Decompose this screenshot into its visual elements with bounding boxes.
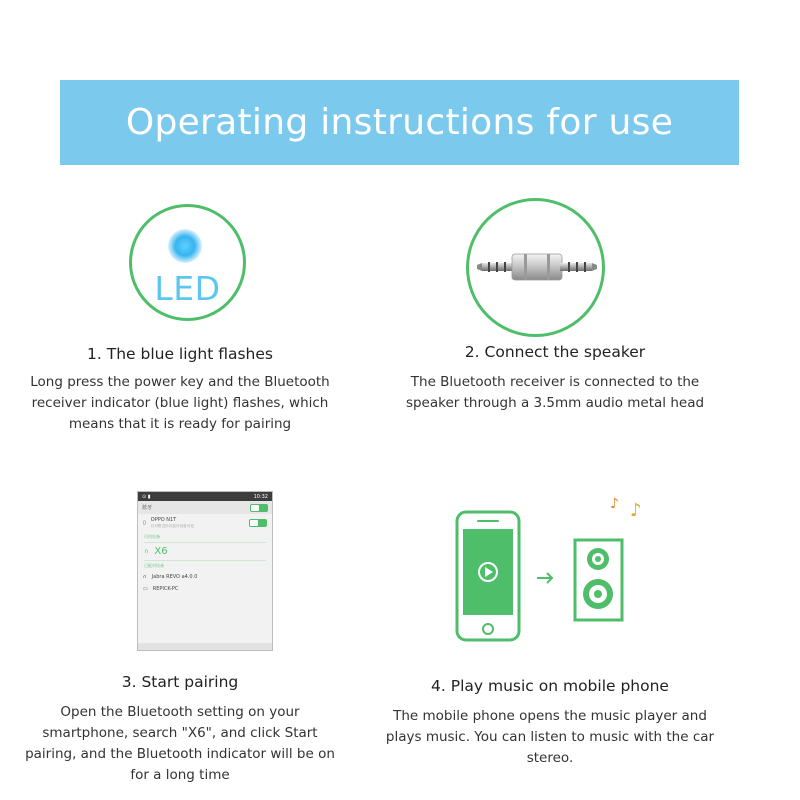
svg-text:♪: ♪ [630, 500, 642, 521]
bluetooth-toggle [250, 504, 268, 512]
phone-time: 10:32 [253, 493, 268, 500]
phone-to-speaker-illustration [445, 490, 675, 645]
step3-title: 3. Start pairing [121, 673, 239, 691]
paired-device-row [138, 571, 272, 583]
bluetooth-header [138, 501, 272, 514]
x6-device-row [138, 543, 272, 560]
phone-status-bar [138, 492, 272, 501]
music-notes-icon [610, 496, 642, 521]
title-banner [60, 80, 739, 165]
headphone-icon: ∩ [143, 574, 147, 580]
step1-title: 1. The blue light flashes [87, 345, 273, 363]
step2-title: 2. Connect the speaker [464, 343, 646, 361]
led-label: LED [154, 269, 221, 308]
step3-description: Open the Bluetooth setting on your smartphone, search "X6", and click Start pairing, and the Bluetooth indicator will be on for a long time [25, 704, 335, 783]
smartphone-icon [457, 512, 519, 640]
audio-jack-icon-circle [466, 198, 605, 337]
paired-devices-label: 已配对设备 [144, 563, 164, 568]
paired-device-1: Jabra REVO a4.0.0 [151, 574, 198, 580]
paired-device-2: REPICK-PC [152, 586, 179, 592]
svg-text:♪: ♪ [610, 496, 619, 512]
computer-icon: ▭ [143, 586, 148, 592]
led-indicator-icon [129, 204, 246, 321]
device-row [138, 514, 272, 532]
step4-title: 4. Play music on mobile phone [431, 677, 669, 695]
available-devices-label: 可用设备 [144, 534, 160, 539]
step4-description: The mobile phone opens the music player and plays music. You can listen to music with the car stereo. [385, 708, 715, 766]
headphone-icon: ∩ [144, 548, 149, 555]
step1-description: Long press the power key and the Bluetooth receiver indicator (blue light) flashes, which means that it is ready for pairing [30, 374, 330, 432]
bluetooth-header-label: 蓝牙 [142, 505, 153, 511]
arrow-right-icon [537, 573, 552, 583]
phone-device-icon: ▯ [143, 520, 146, 526]
device-name: OPPO N1T [150, 517, 177, 523]
x6-label: X6 [154, 546, 168, 557]
audio-jack-icon [474, 246, 600, 288]
visibility-toggle [249, 519, 267, 527]
signal-icon: ⊙ ▮ [142, 493, 151, 500]
device-visibility: 仅对附近所有蓝牙设备可见 [150, 524, 194, 528]
step2-description: The Bluetooth receiver is connected to the speaker through a 3.5mm audio metal head [405, 374, 705, 411]
page-title: Operating instructions for use [125, 102, 674, 143]
paired-device-row [138, 583, 272, 595]
phone-nav-bar [138, 643, 272, 650]
phone-bluetooth-screenshot [137, 491, 273, 651]
speaker-icon [575, 540, 622, 620]
blue-light-icon [168, 229, 202, 263]
